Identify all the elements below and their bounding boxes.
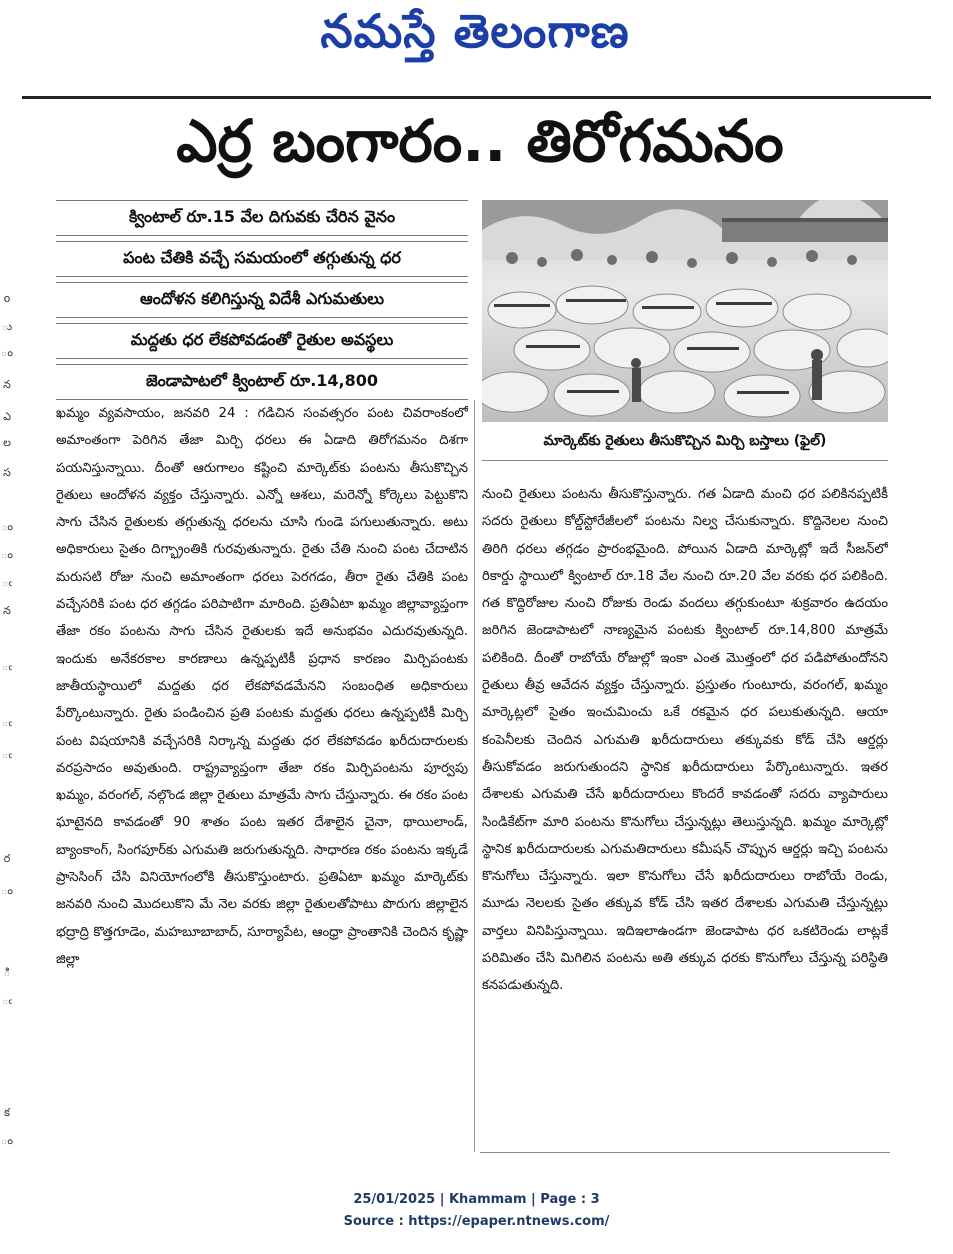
market-photo	[482, 200, 888, 422]
margin-fragment: ఁ	[2, 576, 12, 589]
margin-fragment: o	[3, 292, 11, 305]
article-body-left	[56, 400, 468, 1156]
margin-fragment: ఎ	[3, 410, 11, 423]
photo-caption: మార్కెట్‌కు రైతులు తీసుకొచ్చిన మిర్చి బస్తాలు (ఫైల్)	[482, 424, 888, 461]
article-end-rule	[480, 1152, 890, 1153]
margin-fragment: న	[3, 604, 11, 617]
subheadline: జెండాపాటలో క్వింటాల్ రూ.14,800	[56, 364, 468, 400]
article-paragraph: నుంచి రైతులు పంటను తీసుకొస్తున్నారు. గత ఏడాది మంచి ధర పలికినప్పటికీ సదరు రైతులు కోల్డ్‌స్టోరేజీలలో పంటను నిల్వ చేసుకున్నారు. కొద్దినెలల నుంచి తిరిగి ధరలు తగ్గడం ప్రారంభమైంది. పోయిన ఏడాది మార్కెట్లో ఇదే సీజన్‌లో రికార్డు స్థాయిలో క్వింటాల్ రూ.18 వేల నుంచి రూ.20 వేల వరకు ధర పలికింది. గత కొద్దిరోజుల నుంచి రోజుకు రెండు వందలు తగ్గుకుంటూ శుక్రవారం ఉదయం జరిగిన జెండాపాటలో నాణ్యమైన పంటకు క్వింటాల్ రూ.14,800 మాత్రమే పలికింది. దీంతో రాబోయే రోజుల్లో ఇంకా ఎంత మొత్తంలో ధర పడిపోతుందోనని రైతులు తీవ్ర ఆవేదన వ్యక్తం చేస్తున్నారు. ప్రస్తుతం గుంటూరు, వరంగల్, ఖమ్మం మార్కెట్లలో సైతం ఇంచుమించు ఒకే రకమైన ధర పలుకుతున్నది. ఆయా కంపెనీలకు చెందిన ఎగుమతి ఖరీదుదారులు తక్కువకు కోడ్ చేసి ఆర్డర్లు తీసుకోవడం జరుగుతుందని స్థానిక ఖరీదుదారులు పేర్కొంటున్నారు. ఇతర దేశాలకు ఎగుమతి చేసే ఖరీదుదారులు కొందరే కావడంతో సదరు వ్యాపారులు సిండికేట్‌గా మారి పంటను కొనుగోలు చేస్తున్నట్లు తెలుస్తున్నది. ఖమ్మం మార్కెట్లో స్థానిక ఖరీదుదారులకు ఎగుమతిదారులు కమీషన్ చొప్పున ఆర్డర్లు ఇచ్చి పంటను కొనుగోలు చేస్తున్నారు. ఇలా కొనుగోలు చేసే ఖరీదుదారులు రాబోయే రెండు, మూడు నెలలకు సైతం తక్కువ కోడ్ చేసి ఇతర దేశాలకు ఎగుమతి చేస్తున్నట్లు వార్తలు వినిపిస్తున్నాయి. ఇదిఇలాఉండగా జెండాపాట ధర ఒకటిరెండు లాట్లకే పరిమితం చేసి మిగిలిన పంటను అతి తక్కువ ధరకు కొనుగోలు చేస్తున్న పరిస్థితి కనపడుతున్నది.	[482, 487, 888, 994]
margin-fragment: ు	[1, 320, 13, 333]
margin-fragment: ం	[1, 520, 13, 533]
margin-fragment: ఁ	[2, 994, 12, 1007]
footer-dateline: 25/01/2025 | Khammam | Page : 3	[353, 1192, 600, 1207]
margin-fragment: ఁ	[2, 660, 12, 673]
margin-fragment: స	[3, 466, 11, 479]
subheadline: ఆందోళన కలిగిస్తున్న విదేశీ ఎగుమతులు	[56, 282, 468, 318]
margin-fragment: ఁ	[2, 748, 12, 761]
headline: ఎర్ర బంగారం.. తిరోగమనం	[176, 106, 784, 175]
margin-fragment: ి	[3, 966, 11, 979]
margin-fragment: ం	[1, 548, 13, 561]
article-paragraph: ఖమ్మం వ్యవసాయం, జనవరి 24 : గడిచిన సంవత్సరం పంట చివరాంకంలో అమాంతంగా పెరిగిన తేజా మిర్చి ధరలు ఈ ఏడాది తిరోగమనం దిశగా పయనిస్తున్నాయి. దీంతో ఆరుగాలం కష్టించి మార్కెట్‌కు పంటను తీసుకొచ్చిన రైతులు ఆందోళన వ్యక్తం చేస్తున్నారు. ఎన్నో ఆశలు, మరెన్నో కోర్కెలు పెట్టుకొని సాగు చేసిన రైతులకు తగ్గుతున్న ధరలను చూసి గుండె పగులుతున్నారు. అటు అధికారులు సైతం దిగ్భ్రాంతికి గురవుతున్నారు. రైతు చేతి నుంచి పంట చేదాటిన మరుసటి రోజు నుంచి అమాంతంగా ధరలు పెరగడం, తీరా రైతు చేతికి పంట వచ్చేసరికి పంట ధర తగ్గడం పరిపాటిగా మారింది. ప్రతిఏటా ఖమ్మం జిల్లావ్యాప్తంగా తేజా రకం పంటను సాగు చేసిన రైతులకు ఇదే అనుభవం ఎదురవుతున్నది. ఇందుకు అనేకరకాల కారణాలు ఉన్నప్పటికీ ప్రధాన కారణం మిర్చిపంటకు జాతీయస్థాయిలో మద్దతు ధర లేకపోవడమేనని సంబంధిత అధికారులు పేర్కొంటున్నారు. రైతు పండించిన ప్రతి పంటకు మద్దతు ధరలు ఉన్నప్పటికీ మిర్చి పంట విషయానికి వచ్చేసరికి నిర్కాన్న మద్దతు ధర లేకపోవడం ఖరీదుదారులకు వరప్రసాదం అవుతుంది. రాష్ట్రవ్యాప్తంగా తేజా రకం మిర్చిపంటను పూర్వపు ఖమ్మం, వరంగల్, నల్గొండ జిల్లా రైతులు మాత్రమే సాగు చేస్తున్నారు. ఈ రకం పంట ఘాటైనది కావడంతో 90 శాతం పంట ఇతర దేశాలైన చైనా, థాయిలాండ్, బ్యాంకాంగ్, సింగపూర్‌కు ఎగుమతి జరుగుతున్నది. సాధారణ రకం పంటను ఇక్కడే ప్రాసెసింగ్ చేసి వినియోగంలోకి తీసుకొస్తుంటారు. ప్రతిఏటా ఖమ్మం మార్కెట్‌కు జనవరి నుంచి మొదలుకొని మే నెల వరకు జిల్లా రైతులతోపాటు పొరుగు జిల్లాలైన భద్రాద్రి కొత్తగూడెం, మహబూబాబాద్, సూర్యాపేట, ఆంధ్రా ప్రాంతానికి చెందిన కృష్ణా జిల్లా	[56, 406, 468, 967]
masthead-rule	[22, 96, 931, 99]
margin-fragment: ల	[3, 436, 11, 449]
column-divider	[474, 400, 475, 1152]
subheadline-list	[56, 200, 468, 405]
subheadline: క్వింటాల్ రూ.15 వేల దిగువకు చేరిన వైనం	[56, 200, 468, 236]
margin-fragment: ఁ	[2, 716, 12, 729]
margin-fragment: క	[4, 1106, 10, 1119]
margin-fragment: న	[3, 378, 11, 391]
chilli-bags-photo-illustration	[482, 200, 888, 422]
subheadline: మద్దతు ధర లేకపోవడంతో రైతుల అవస్థలు	[56, 323, 468, 359]
margin-fragment: ం	[1, 346, 13, 359]
article-body-right	[482, 481, 888, 1157]
margin-fragment: ర	[3, 852, 11, 865]
margin-fragment: ం	[1, 1134, 13, 1147]
subheadline: పంట చేతికి వచ్చే సమయంలో తగ్గుతున్న ధర	[56, 241, 468, 277]
footer-source: Source : https://epaper.ntnews.com/	[343, 1214, 610, 1229]
masthead-logo: నమస్తే తెలంగాణ	[320, 4, 630, 58]
margin-fragment: ం	[1, 884, 13, 897]
